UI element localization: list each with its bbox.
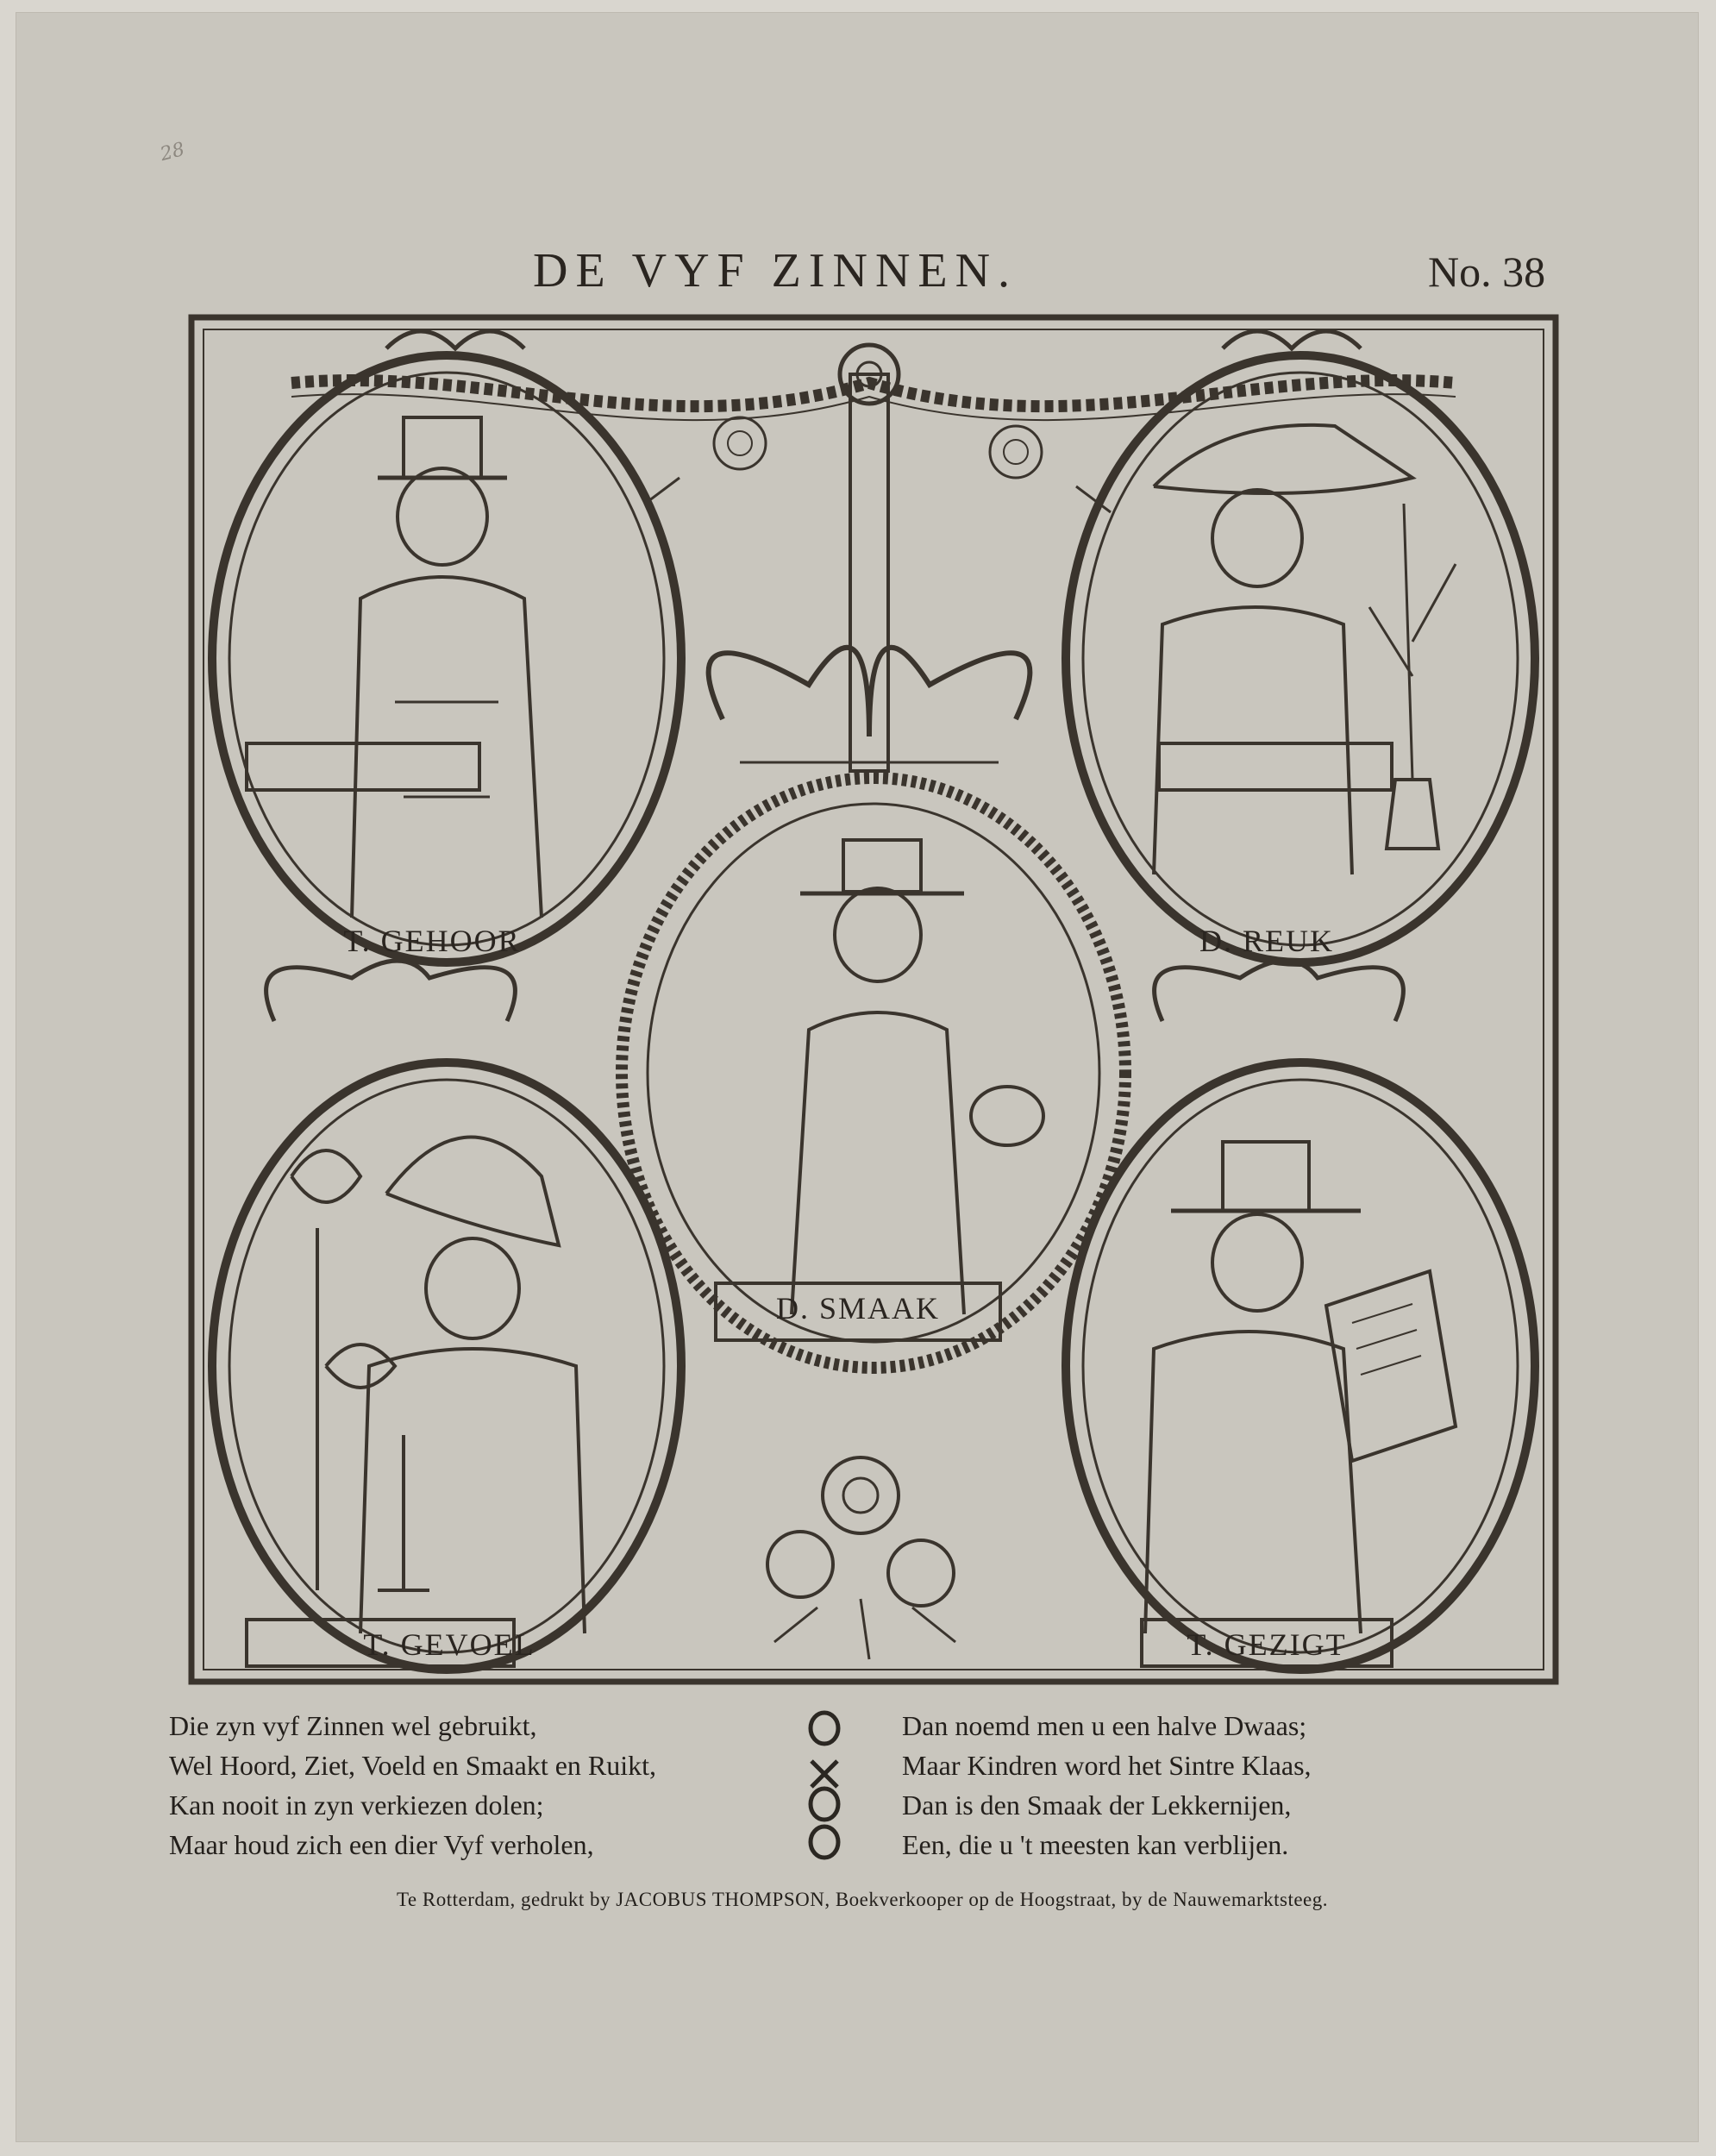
verse-line: Wel Hoord, Ziet, Voeld en Smaakt en Ruikt,: [169, 1750, 657, 1781]
label-gehoor: T. GEHOOR: [343, 924, 521, 958]
label-gevoel: T. GEVOEL: [363, 1627, 535, 1662]
woodcut-plate: [188, 314, 1559, 1685]
ornament-icon: [803, 1709, 846, 1861]
label-gezigt: T. GEZIGT: [1187, 1627, 1347, 1662]
verse-line: Maar houd zich een dier Vyf verholen,: [169, 1829, 594, 1860]
printer-imprint: Te Rotterdam, gedrukt by JACOBUS THOMPSON, Boekverkooper op de Hoogstraat, by de Nauwemarktsteeg.: [396, 1889, 1329, 1910]
verse-right-column: [902, 1706, 1312, 1865]
label-reuk: D. REUK: [1199, 924, 1334, 958]
verse-line: Dan is den Smaak der Lekkernijen,: [902, 1789, 1292, 1821]
verse-line: Maar Kindren word het Sintre Klaas,: [902, 1750, 1312, 1781]
verse-line: Een, die u 't meesten kan verblijen.: [902, 1829, 1289, 1860]
label-smaak: D. SMAAK: [775, 1291, 941, 1326]
margin-note: 28: [158, 138, 187, 166]
verse-line: Die zyn vyf Zinnen wel gebruikt,: [169, 1710, 537, 1741]
verse-block: [169, 1706, 1566, 1878]
woodcut-illustration: [188, 314, 1559, 1685]
verse-left-column: [169, 1706, 656, 1865]
plate-number: No. 38: [1428, 248, 1546, 296]
page-title: DE VYF ZINNEN.: [533, 244, 1018, 298]
verse-line: Kan nooit in zyn verkiezen dolen;: [169, 1789, 544, 1821]
verse-line: Dan noemd men u een halve Dwaas;: [902, 1710, 1307, 1741]
